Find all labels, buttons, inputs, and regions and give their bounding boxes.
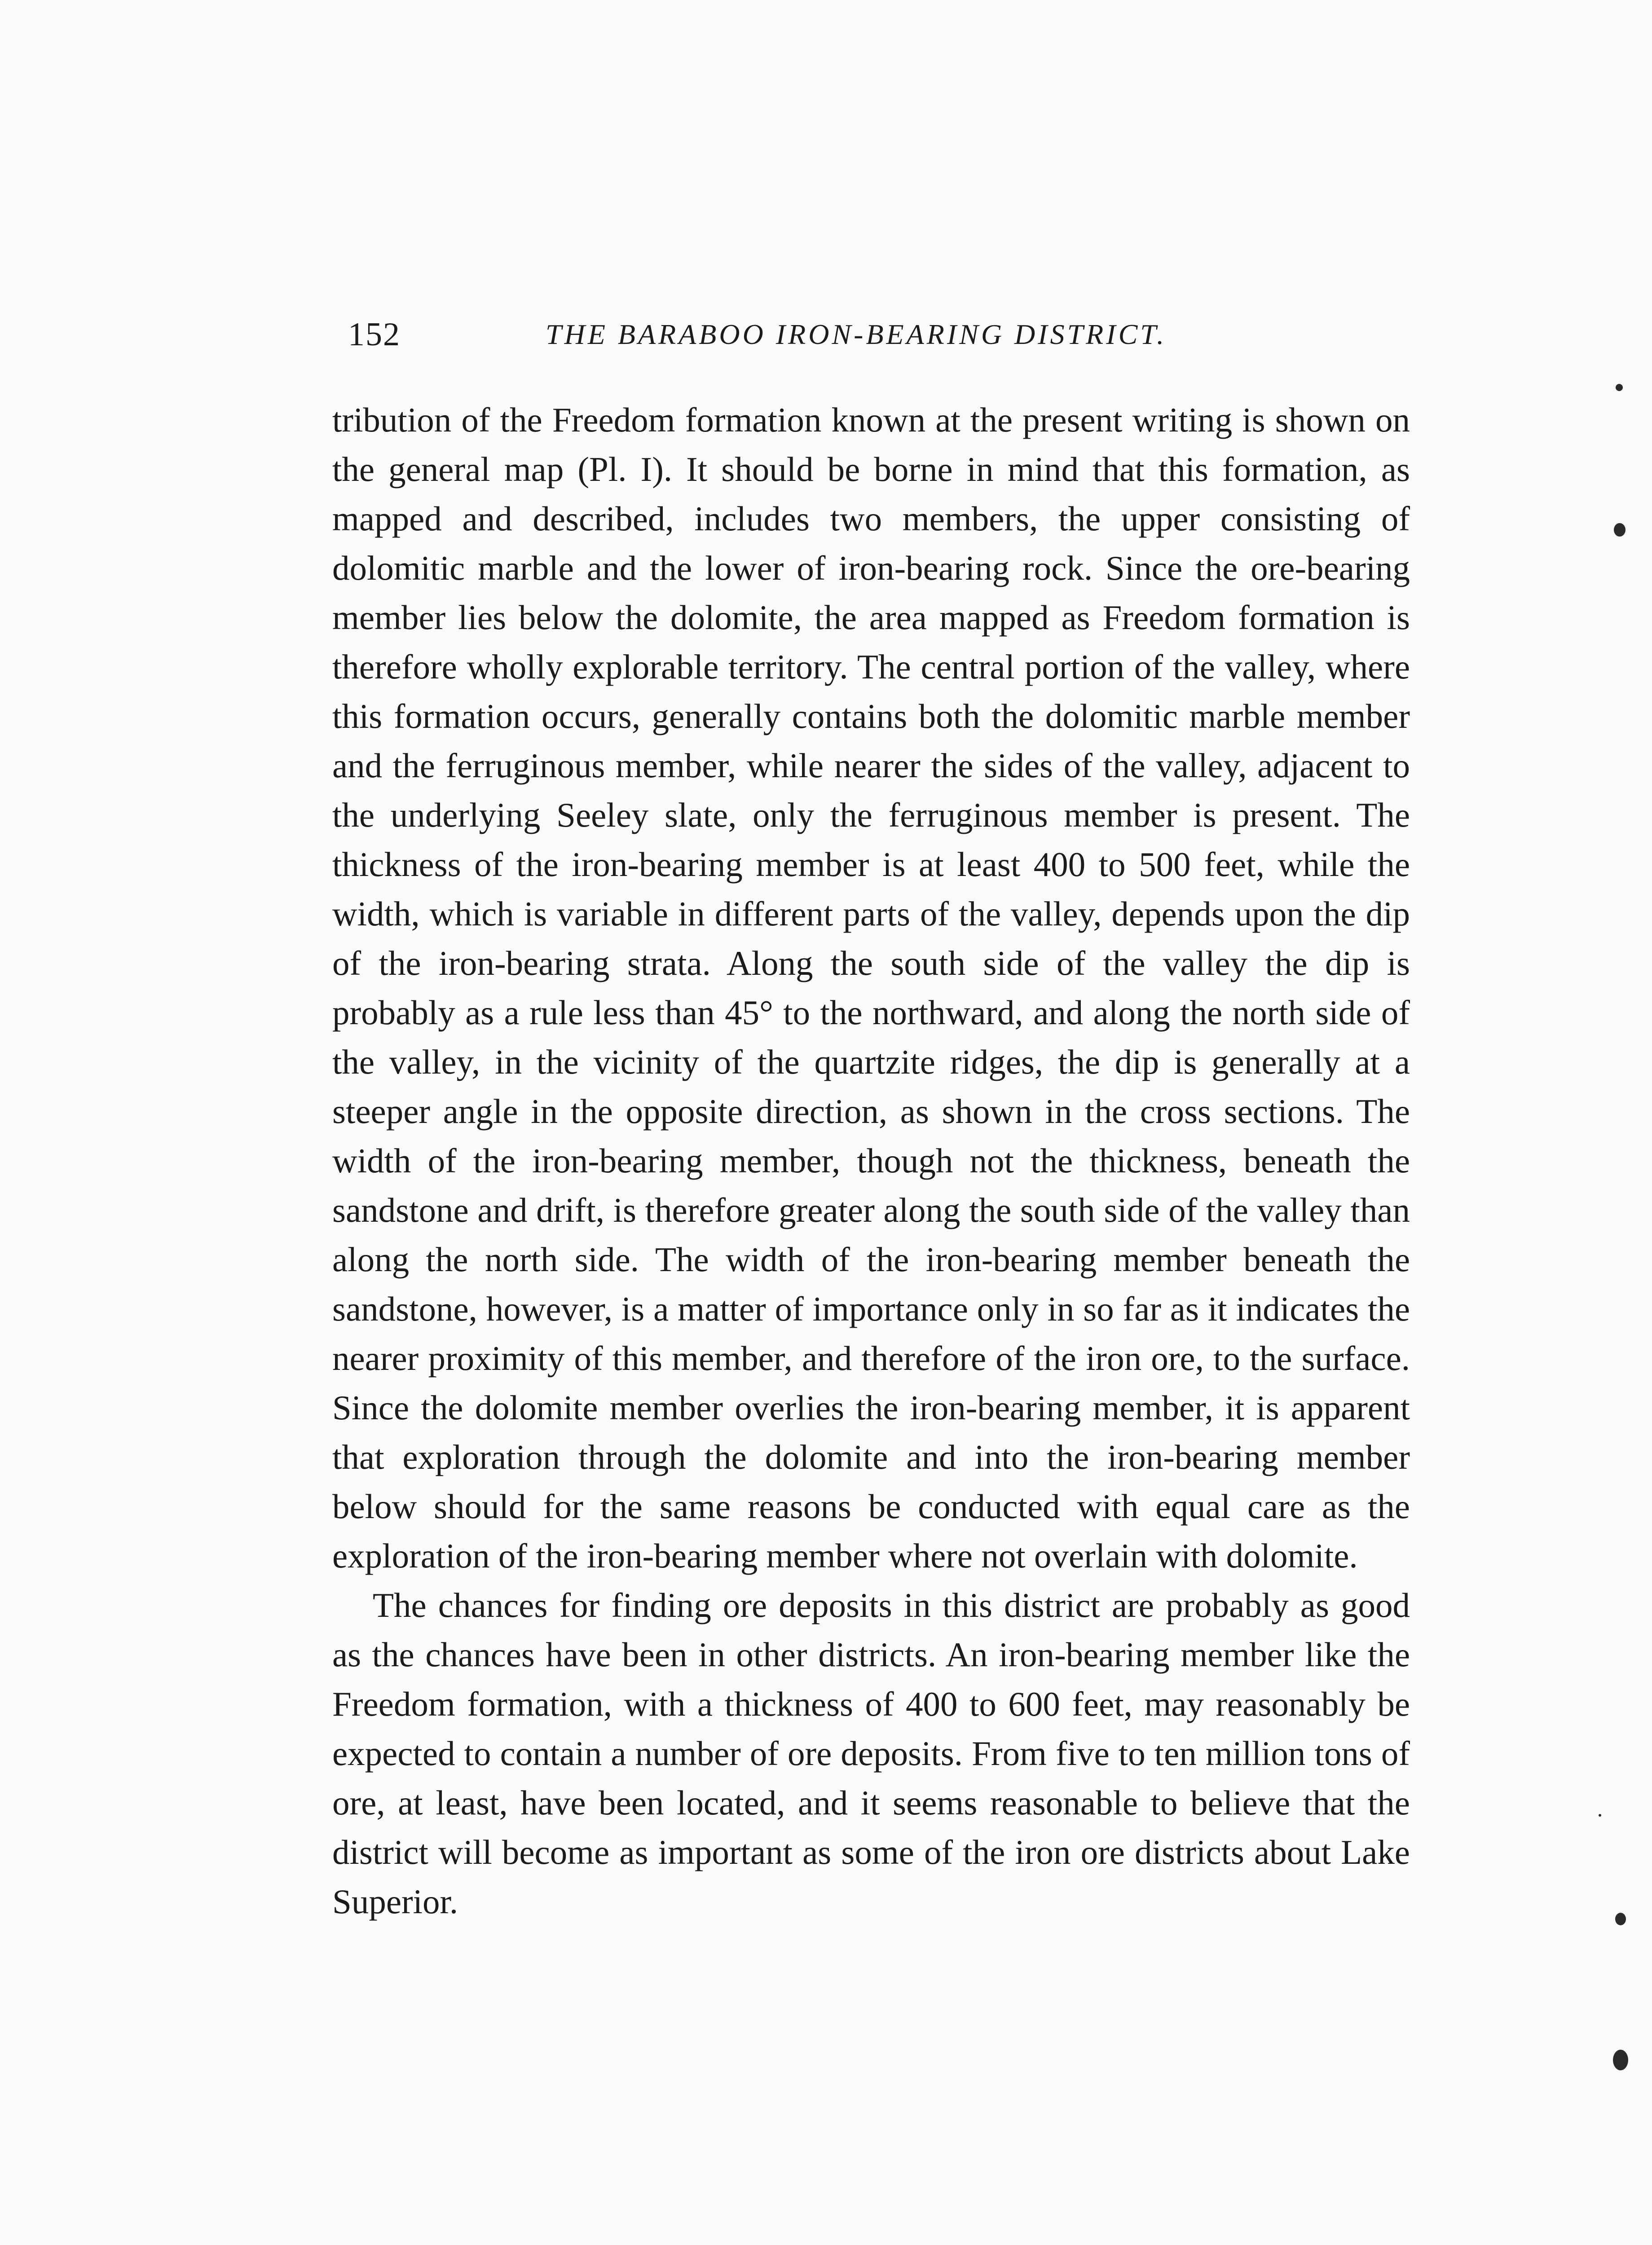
scan-speck	[1613, 2050, 1628, 2070]
scan-speck	[1614, 523, 1626, 537]
body-text	[332, 395, 1410, 1926]
scan-speck	[1616, 384, 1623, 391]
paragraph: tribution of the Freedom formation known at the present writing is shown on the general map (Pl. I). It should be borne in mind that this formation, as mapped and described, includes two members, the upper consisting of dolomitic marble and the lower of iron-bearing rock. Since the ore-bearing member lies below the dolomite, the area mapped as Freedom formation is therefore wholly explorable territory. The central portion of the valley, where this formation occurs, generally contains both the dolomitic marble member and the ferruginous member, while nearer the sides of the valley, adjacent to the underlying Seeley slate, only the ferruginous member is present. The thickness of the iron-bearing member is at least 400 to 500 feet, while the width, which is variable in different parts of the valley, depends upon the dip of the iron-bearing strata. Along the south side of the valley the dip is probably as a rule less than 45° to the northward, and along the north side of the valley, in the vicinity of the quartzite ridges, the dip is generally at a steeper angle in the opposite direction, as shown in the cross sections. The width of the iron-bearing member, though not the thickness, beneath the sandstone and drift, is therefore greater along the south side of the valley than along the north side. The width of the iron-bearing member beneath the sandstone, however, is a matter of importance only in so far as it indicates the nearer proximity of this member, and therefore of the iron ore, to the surface. Since the dolomite member overlies the iron-bearing member, it is apparent that exploration through the dolomite and into the iron-bearing member below should for the same reasons be conducted with equal care as the exploration of the iron-bearing member where not overlain with dolomite.	[332, 401, 1410, 1575]
scan-speck	[1599, 1814, 1601, 1817]
page-number: 152	[348, 316, 401, 353]
running-head	[348, 310, 1408, 359]
scan-speck	[1615, 1913, 1626, 1925]
paragraph: The chances for finding ore deposits in this district are probably as good as the chances have been in other districts. An iron-bearing member like the Freedom formation, with a thickness of 400 to 600 feet, may reasonably be expected to contain a number of ore deposits. From five to ten million tons of ore, at least, have been located, and it seems reasonable to believe that the district will become as important as some of the iron ore districts about Lake Superior.	[332, 1586, 1410, 1921]
running-title: THE BARABOO IRON-BEARING DISTRICT.	[546, 318, 1167, 350]
